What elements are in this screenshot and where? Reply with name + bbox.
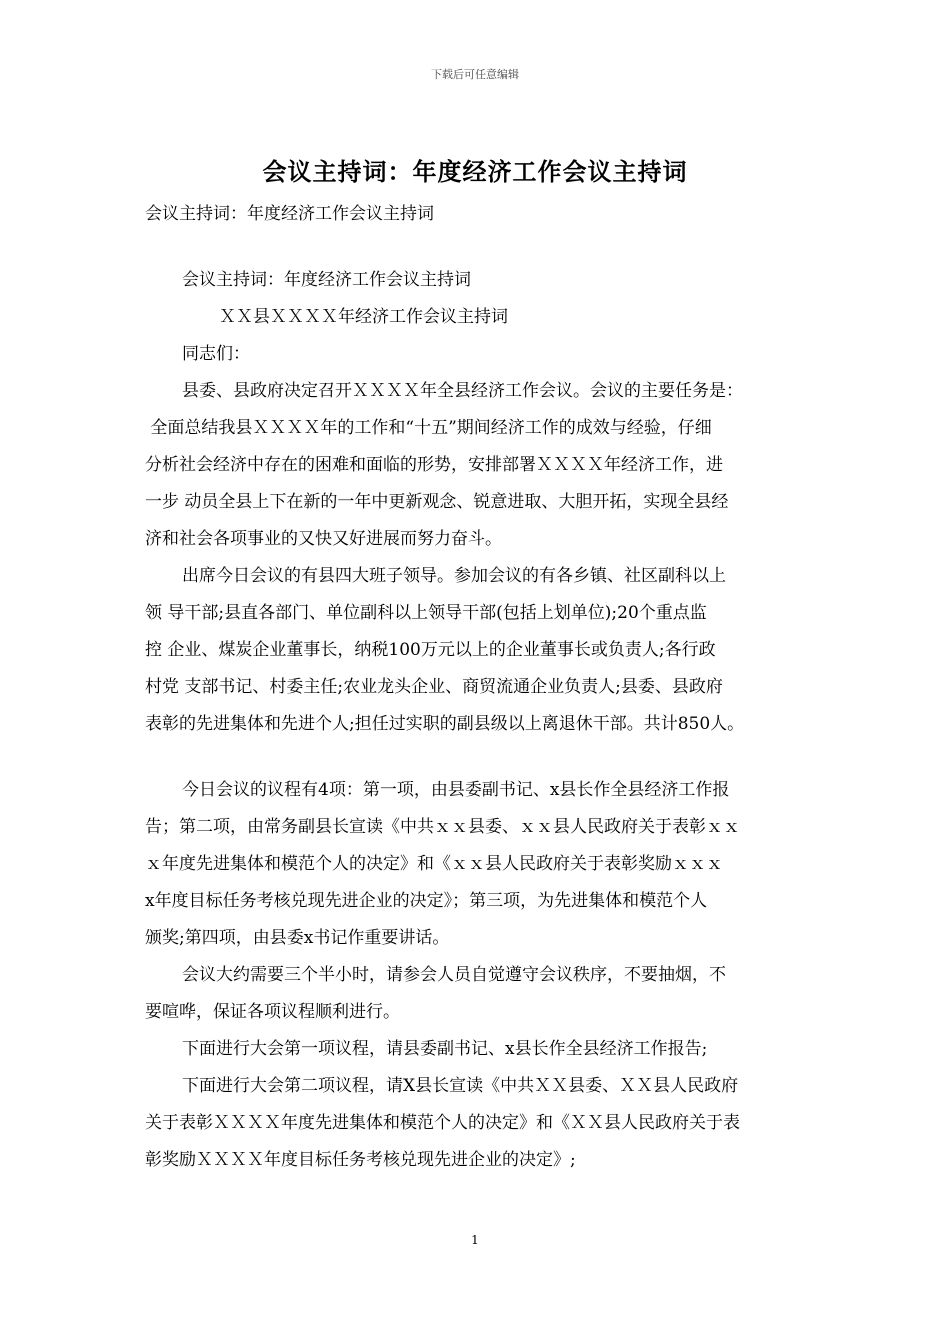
paragraph-line: 村党 支部书记、村委主任;农业龙头企业、商贸流通企业负责人;县委、县政府 — [145, 677, 723, 697]
county-title-line: ＸＸ县ＸＸＸＸ年经济工作会议主持词 — [219, 307, 508, 327]
paragraph-line: 济和社会各项事业的又快又好进展而努力奋斗。 — [145, 529, 502, 549]
paragraph-5 — [145, 1031, 817, 1068]
paragraph-2 — [145, 558, 817, 743]
spacer — [145, 743, 817, 772]
greeting-line: 同志们： — [182, 344, 250, 364]
spacer — [145, 233, 817, 262]
paragraph-line: 要喧哗，保证各项议程顺利进行。 — [145, 1002, 400, 1022]
paragraph-line: x年度目标任务考核兑现先进企业的决定》；第三项，为先进集体和模范个人 — [145, 891, 708, 911]
paragraph-line: 分析社会经济中存在的困难和面临的形势，安排部署ＸＸＸＸ年经济工作，进 — [145, 455, 723, 475]
paragraph-line: 表彰的先进集体和先进个人;担任过实职的副县级以上离退休干部。共计850人。 — [145, 714, 745, 734]
paragraph-line: 控 企业、煤炭企业董事长，纳税100万元以上的企业董事长或负责人;各行政 — [145, 640, 716, 660]
page-title: 会议主持词：年度经济工作会议主持词 — [262, 158, 688, 186]
paragraph-line: 县委、县政府决定召开ＸＸＸＸ年全县经济工作会议。会议的主要任务是： — [182, 381, 743, 401]
paragraph-line: 一步 动员全县上下在新的一年中更新观念、锐意进取、大胆开拓，实现全县经 — [145, 492, 729, 512]
paragraph-line: 下面进行大会第二项议程，请X县长宣读《中共ＸＸ县委、ＸＸ县人民政府 — [182, 1076, 739, 1096]
paragraph-line: 今日会议的议程有4项：第一项，由县委副书记、x县长作全县经济工作报 — [182, 780, 730, 800]
paragraph-line: ｘ年度先进集体和模范个人的决定》和《ｘｘ县人民政府关于表彰奖励ｘｘｘ — [145, 854, 723, 874]
subtitle-line: 会议主持词：年度经济工作会议主持词 — [145, 204, 434, 224]
paragraph-3 — [145, 772, 817, 957]
paragraph-6 — [145, 1068, 817, 1179]
paragraph-4 — [145, 957, 817, 1031]
paragraph-line: 关于表彰ＸＸＸＸ年度先进集体和模范个人的决定》和《ＸＸ县人民政府关于表 — [145, 1113, 740, 1133]
paragraph-line: 告；第二项，由常务副县长宣读《中共ｘｘ县委、ｘｘ县人民政府关于表彰ｘｘ — [145, 817, 740, 837]
header-note: 下载后可任意编辑 — [431, 68, 519, 81]
paragraph-line: 出席今日会议的有县四大班子领导。参加会议的有各乡镇、社区副科以上 — [182, 566, 726, 586]
paragraph-line: 下面进行大会第一项议程，请县委副书记、x县长作全县经济工作报告; — [182, 1039, 708, 1059]
paragraph-line: 会议大约需要三个半小时，请参会人员自觉遵守会议秩序，不要抽烟，不 — [182, 965, 726, 985]
page-number: 1 — [471, 1233, 479, 1247]
paragraph-line: 领 导干部;县直各部门、单位副科以上领导干部(包括上划单位);20个重点监 — [145, 603, 707, 623]
paragraph-line: 彰奖励ＸＸＸＸ年度目标任务考核兑现先进企业的决定》; — [145, 1150, 576, 1170]
paragraph-line: 颁奖;第四项，由县委x书记作重要讲话。 — [145, 928, 450, 948]
paragraph-line: 全面总结我县ＸＸＸＸ年的工作和“十五”期间经济工作的成效与经验，仔细 — [145, 418, 712, 438]
repeat-title-line: 会议主持词：年度经济工作会议主持词 — [182, 270, 471, 290]
document-body — [145, 196, 817, 1179]
paragraph-1 — [145, 373, 817, 558]
